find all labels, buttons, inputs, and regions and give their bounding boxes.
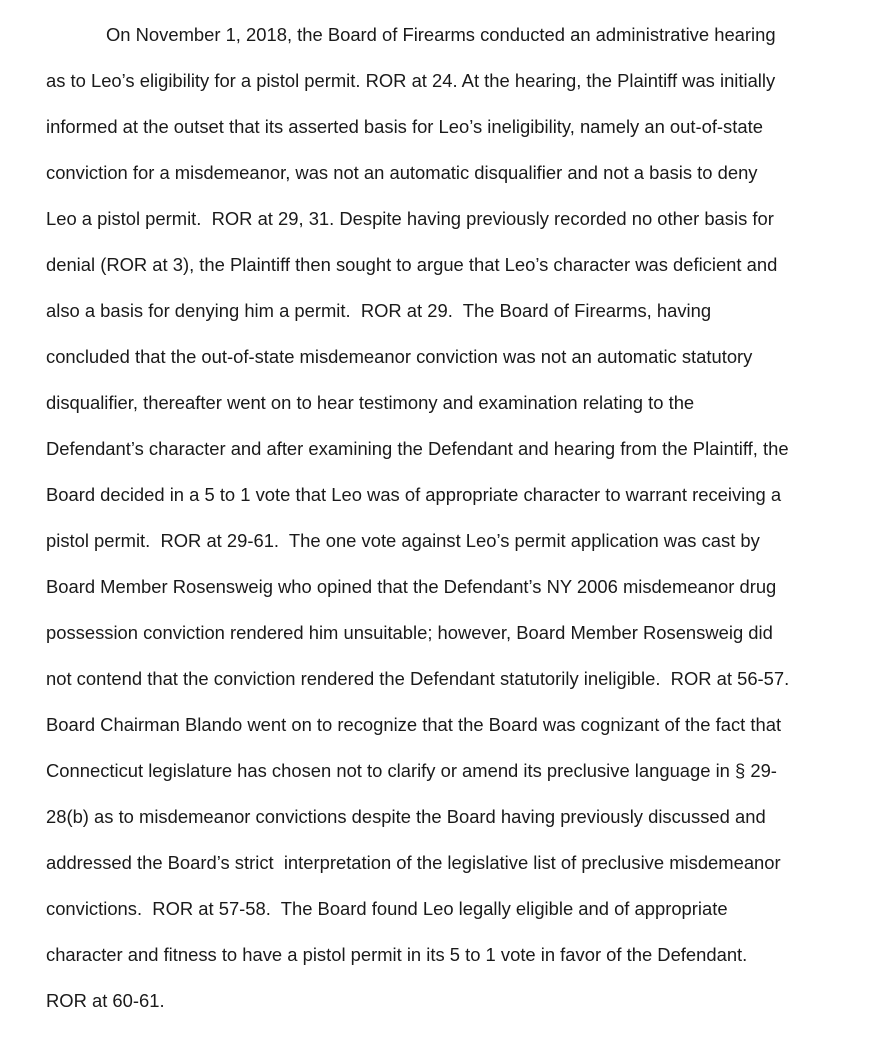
paragraph-line-7: also a basis for denying him a permit. ROR at 29. The Board of Firearms, having (46, 300, 712, 321)
paragraph-line-16: Board Chairman Blando went on to recognize that the Board was cognizant of the fact that (46, 714, 782, 735)
paragraph-line-2: as to Leo’s eligibility for a pistol permit. ROR at 24. At the hearing, the Plaintiff was initially (46, 70, 776, 91)
paragraph-line-15: not contend that the conviction rendered the Defendant statutorily ineligible. ROR at 56-57. (46, 668, 790, 689)
paragraph-line-4: conviction for a misdemeanor, was not an automatic disqualifier and not a basis to deny (46, 162, 758, 183)
paragraph-line-18: 28(b) as to misdemeanor convictions despite the Board having previously discussed and (46, 806, 766, 827)
paragraph-line-1: On November 1, 2018, the Board of Firearms conducted an administrative hearing (106, 24, 776, 45)
paragraph-line-20: convictions. ROR at 57-58. The Board found Leo legally eligible and of appropriate (46, 898, 728, 919)
paragraph-line-22: ROR at 60-61. (46, 990, 165, 1011)
paragraph-line-12: pistol permit. ROR at 29-61. The one vote against Leo’s permit application was cast by (46, 530, 760, 551)
paragraph-line-11: Board decided in a 5 to 1 vote that Leo was of appropriate character to warrant receiving a (46, 484, 782, 505)
paragraph-line-19: addressed the Board’s strict interpretation of the legislative list of preclusive misdemeanor (46, 852, 781, 873)
paragraph-line-14: possession conviction rendered him unsuitable; however, Board Member Rosensweig did (46, 622, 773, 643)
paragraph-line-10: Defendant’s character and after examining the Defendant and hearing from the Plaintiff, the (46, 438, 789, 459)
paragraph-line-17: Connecticut legislature has chosen not to clarify or amend its preclusive language in § 29- (46, 760, 777, 781)
paragraph-line-8: concluded that the out-of-state misdemeanor conviction was not an automatic statutory (46, 346, 753, 367)
paragraph-line-6: denial (ROR at 3), the Plaintiff then sought to argue that Leo’s character was deficient and (46, 254, 778, 275)
paragraph-line-21: character and fitness to have a pistol permit in its 5 to 1 vote in favor of the Defendant. (46, 944, 748, 965)
paragraph-line-13: Board Member Rosensweig who opined that the Defendant’s NY 2006 misdemeanor drug (46, 576, 777, 597)
paragraph-line-9: disqualifier, thereafter went on to hear testimony and examination relating to the (46, 392, 695, 413)
paragraph-line-3: informed at the outset that its asserted basis for Leo’s ineligibility, namely an out-of-state (46, 116, 763, 137)
paragraph-line-5: Leo a pistol permit. ROR at 29, 31. Despite having previously recorded no other basis for (46, 208, 774, 229)
